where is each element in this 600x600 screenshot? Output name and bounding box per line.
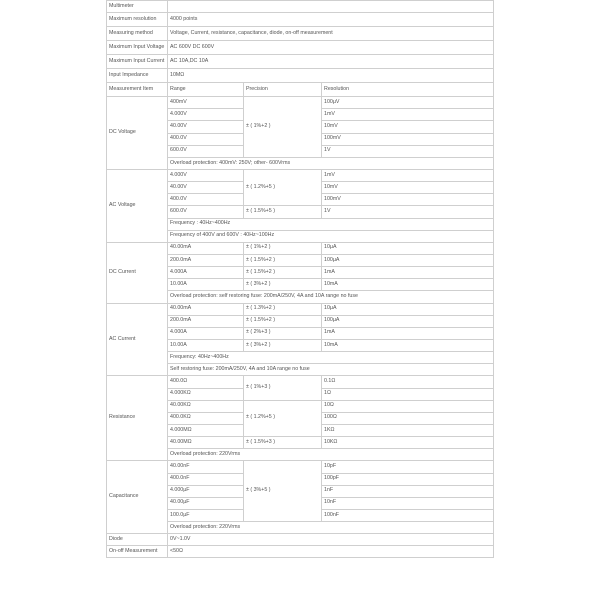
resolution-cell: 1KΩ [322,424,494,436]
resolution-cell: 1V [322,206,494,218]
resolution-cell: 100pF [322,473,494,485]
resolution-cell: 0.1Ω [322,376,494,388]
resolution-cell: 10µA [322,303,494,315]
range-cell: 200.0mA [168,315,244,327]
resolution-cell: 1nF [322,485,494,497]
range-cell: 4.000KΩ [168,388,244,400]
general-row [107,1,494,13]
range-cell: 400.0V [168,133,244,145]
note-cell: Overload protection: 220Vrms [168,522,494,534]
resolution-cell: 1mV [322,109,494,121]
general-row [107,13,494,27]
spec-table-body [107,1,494,558]
spec-label: On-off Measurement [107,546,168,558]
spec-value: AC 600V DC 600V [168,41,494,55]
range-cell: 400.0KΩ [168,412,244,424]
header-row [107,83,494,97]
resolution-cell: 1Ω [322,388,494,400]
range-cell: 10.00A [168,339,244,351]
range-cell: 4.000V [168,169,244,181]
range-cell: 600.0V [168,206,244,218]
table-row [107,242,494,254]
precision-cell: ± ( 1.5%+2 ) [244,315,322,327]
range-cell: 40.00nF [168,461,244,473]
header-range: Range [168,83,244,97]
header-item: Measurement Item [107,83,168,97]
range-cell: 200.0mA [168,254,244,266]
range-cell: 4.000µF [168,485,244,497]
range-cell: 400.0Ω [168,376,244,388]
spec-value: 0V~1.0V [168,534,494,546]
precision-cell: ± ( 1.5%+5 ) [244,206,322,218]
resolution-cell: 10µA [322,242,494,254]
spec-value: Voltage, Current, resistance, capacitance, diode, on-off measurement [168,27,494,41]
range-cell: 40.00V [168,121,244,133]
range-cell: 400.0nF [168,473,244,485]
range-cell: 10.00A [168,279,244,291]
spec-label: Input Impedance [107,69,168,83]
range-cell: 40.00mA [168,242,244,254]
range-cell: 100.0µF [168,509,244,521]
resolution-cell: 1mV [322,169,494,181]
note-cell: Self restoring fuse: 200mA/250V, 4A and 10A range no fuse [168,364,494,376]
spec-label: Maximum resolution [107,13,168,27]
spec-table [106,0,494,558]
header-precision: Precision [244,83,322,97]
spec-label: Measuring method [107,27,168,41]
spec-value: <50Ω [168,546,494,558]
resolution-cell: 100µA [322,254,494,266]
header-resolution: Resolution [322,83,494,97]
note-cell: Overload protection: self restoring fuse: 200mA/250V, 4A and 10A range no fuse [168,291,494,303]
resolution-cell: 1mA [322,327,494,339]
precision-cell: ± ( 1.5%+3 ) [244,437,322,449]
measurement-item: Capacitance [107,461,168,534]
precision-cell: ± ( 1%+3 ) [244,376,322,400]
note-cell: Overload protection: 400mV: 250V; other- 600Vrms [168,157,494,169]
resolution-cell: 10mA [322,279,494,291]
range-cell: 4.000MΩ [168,424,244,436]
precision-cell: ± ( 1.2%+5 ) [244,400,322,436]
precision-cell: ± ( 3%+2 ) [244,339,322,351]
general-row [107,27,494,41]
resolution-cell: 1V [322,145,494,157]
range-cell: 600.0V [168,145,244,157]
resolution-cell: 1mA [322,267,494,279]
note-cell: Frequency of 400V and 600V : 40Hz~100Hz [168,230,494,242]
resolution-cell: 10mV [322,121,494,133]
resolution-cell: 100mV [322,194,494,206]
precision-cell: ± ( 1.5%+2 ) [244,254,322,266]
measurement-item: DC Current [107,242,168,303]
range-cell: 40.00µF [168,497,244,509]
resolution-cell: 10mV [322,182,494,194]
precision-cell: ± ( 2%+3 ) [244,327,322,339]
table-row [107,169,494,181]
general-row [107,55,494,69]
range-cell: 400.0V [168,194,244,206]
range-cell: 4.000A [168,267,244,279]
note-cell: Overload protection: 220Vrms [168,449,494,461]
spec-value: 4000 points [168,13,494,27]
resolution-cell: 100µA [322,315,494,327]
precision-cell: ± ( 1%+2 ) [244,97,322,158]
measurement-item: DC Voltage [107,97,168,170]
range-cell: 400mV [168,97,244,109]
resolution-cell: 10nF [322,497,494,509]
spec-value: 10MΩ [168,69,494,83]
range-cell: 40.00MΩ [168,437,244,449]
range-cell: 40.00mA [168,303,244,315]
spec-label: Multimeter [107,1,168,13]
range-cell: 40.00V [168,182,244,194]
table-row [107,303,494,315]
spec-label: Maximum Input Current [107,55,168,69]
measurement-item: Resistance [107,376,168,461]
precision-cell: ± ( 1%+2 ) [244,242,322,254]
range-cell: 4.000V [168,109,244,121]
spec-value: AC 10A,DC 10A [168,55,494,69]
precision-cell: ± ( 3%+5 ) [244,461,322,522]
resolution-cell: 100nF [322,509,494,521]
resolution-cell: 100µV [322,97,494,109]
range-cell: 40.00KΩ [168,400,244,412]
resolution-cell: 10pF [322,461,494,473]
precision-cell: ± ( 3%+2 ) [244,279,322,291]
general-row [107,69,494,83]
measurement-item: AC Voltage [107,169,168,242]
footer-row [107,546,494,558]
resolution-cell: 10mA [322,339,494,351]
measurement-item: AC Current [107,303,168,376]
precision-cell: ± ( 1.5%+2 ) [244,267,322,279]
resolution-cell: 10KΩ [322,437,494,449]
precision-cell: ± ( 1.2%+5 ) [244,169,322,205]
resolution-cell: 100Ω [322,412,494,424]
precision-cell: ± ( 1.3%+2 ) [244,303,322,315]
note-cell: Frequency : 40Hz~400Hz [168,218,494,230]
range-cell: 4.000A [168,327,244,339]
resolution-cell: 100mV [322,133,494,145]
spec-label: Diode [107,534,168,546]
table-row [107,376,494,388]
footer-row [107,534,494,546]
table-row [107,97,494,109]
spec-label: Maximum Input Voltage [107,41,168,55]
table-row [107,461,494,473]
note-cell: Frequency: 40Hz~400Hz [168,352,494,364]
spec-value [168,1,494,13]
resolution-cell: 10Ω [322,400,494,412]
general-row [107,41,494,55]
